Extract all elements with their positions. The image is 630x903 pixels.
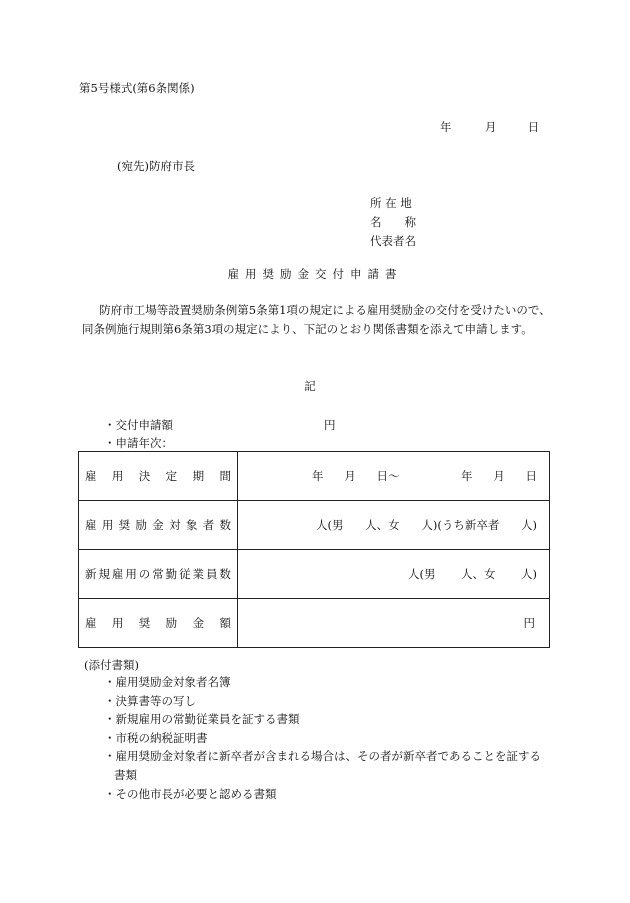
application-table	[78, 451, 550, 648]
ki-heading: 記	[304, 379, 316, 393]
hiring-period-value[interactable]: 年 月 日～ 年 月 日	[238, 452, 550, 501]
amount-unit: 円	[324, 418, 336, 432]
representative-label: 代表者名	[370, 234, 416, 248]
body-paragraph	[82, 301, 552, 339]
incentive-amount-value[interactable]: 円	[238, 599, 550, 648]
target-count-value[interactable]: 人(男 人、女 人)(うち新卒者 人)	[238, 501, 550, 550]
list-item: ・新規雇用の常勤従業員を証する書類	[104, 712, 300, 727]
attachments-list	[104, 673, 541, 803]
addressee: (宛先)防府市長	[117, 159, 195, 173]
name-label: 名 称	[370, 215, 416, 229]
list-item: ・市税の納税証明書	[104, 730, 208, 745]
document-title: 雇用奨励金交付申請書	[227, 267, 403, 281]
row-label-target-count	[79, 501, 238, 550]
table-row	[79, 599, 550, 648]
attachments-title: (添付書類)	[84, 658, 139, 672]
date-year: 年	[440, 120, 452, 134]
table-row	[79, 452, 550, 501]
row-label-regular-employees	[79, 550, 238, 599]
list-item: ・雇用奨励金対象者名簿	[104, 675, 231, 689]
list-item: ・その他市長が必要と認める書類	[104, 786, 277, 801]
body-text: 防府市工場等設置奨励条例第5条第1項の規定による雇用奨励金の交付を受けたいので、同条例施行規則第6条第3項の規定により、下記のとおり関係書類を添えて申請します。	[82, 303, 551, 336]
applicant-block	[370, 194, 416, 251]
row-label-hiring-period	[79, 452, 238, 501]
regular-employees-label: 新 規 雇 用 の 常 勤 従 業 員 数	[85, 567, 231, 581]
target-count-label: 雇 用 奨 励 金 対 象 者 数	[85, 518, 231, 532]
date-month: 月	[484, 120, 497, 134]
table-row	[79, 501, 550, 550]
table-row	[79, 550, 550, 599]
list-item: ・雇用奨励金対象者に新卒者が含まれる場合は、その者が新卒者であることを証する	[104, 749, 541, 764]
date-day: 日	[527, 120, 540, 134]
hiring-period-label: 雇 用 決 定 期 間	[85, 469, 231, 483]
address-label: 所 在 地	[370, 196, 412, 210]
amount-label: ・交付申請額	[104, 418, 173, 432]
list-item: ・決算書等の写し	[104, 693, 196, 708]
application-year-label: ・申請年次：	[104, 436, 173, 450]
list-item: 書類	[114, 767, 137, 782]
row-label-incentive-amount	[79, 599, 238, 648]
regular-employees-value[interactable]: 人(男 人、女 人)	[238, 550, 550, 599]
form-number: 第5号様式(第6条関係)	[79, 81, 195, 95]
incentive-amount-label: 雇 用 奨 励 金 額	[85, 616, 231, 630]
date-line	[440, 119, 539, 135]
